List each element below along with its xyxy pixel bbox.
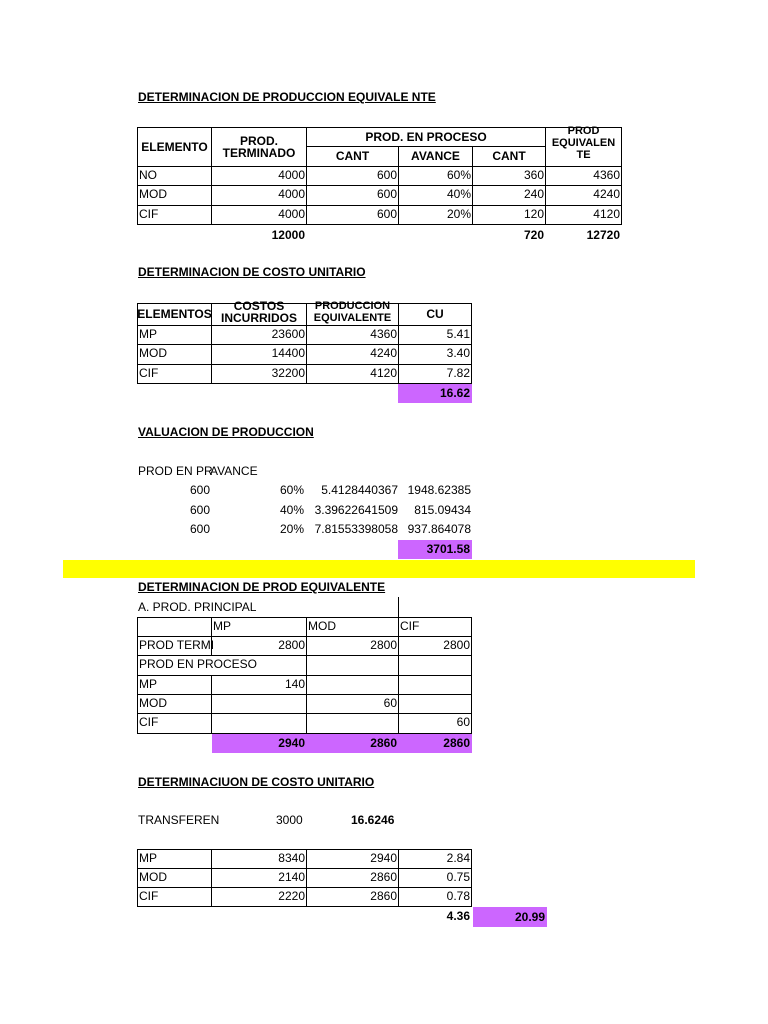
mod-value: 2800	[370, 638, 397, 652]
section4-subtitle: A. PROD. PRINCIPAL	[138, 600, 257, 614]
prod-equiv-value: 4240	[370, 346, 397, 360]
section3-title: VALUACION DE PRODUCCION	[138, 425, 314, 439]
row-label: MOD	[139, 187, 167, 201]
header-avance: AVANCE	[411, 149, 460, 163]
avance-value: 60%	[279, 483, 304, 497]
header-mod: MOD	[308, 619, 336, 633]
total-cu: 16.62	[439, 386, 470, 400]
header-prod-en-proceso: PROD. EN PROCESO	[365, 129, 487, 144]
total-prod-equiv: 12720	[586, 228, 620, 242]
row-label: CIF	[139, 715, 159, 729]
total-cif: 2860	[443, 736, 470, 750]
prod-terminado-value: 4000	[278, 168, 305, 182]
avance-value: 20%	[446, 207, 471, 221]
avance-value: 20%	[279, 522, 304, 536]
cu-value: 7.82	[446, 366, 470, 380]
cu-value: 0.75	[446, 870, 470, 884]
row-label: CIF	[139, 366, 159, 380]
prod-equiv-value: 2860	[370, 870, 397, 884]
cu-value: 7.81553398058	[314, 522, 398, 536]
section4-title: DETERMINACION DE PROD EQUIVALENTE	[138, 580, 386, 594]
yellow-separator-band	[63, 560, 695, 578]
cu-value: 3.39622641509	[314, 503, 398, 517]
valuation-value: 937.864078	[407, 522, 471, 536]
prod-equiv-value: 4120	[370, 366, 397, 380]
prod-equiv-value: 4360	[593, 168, 620, 182]
cant-value: 600	[376, 207, 397, 221]
total-prod-terminado: 12000	[271, 228, 305, 242]
cif-value: 2800	[443, 638, 470, 652]
header-avance: AVANCE	[210, 464, 258, 478]
section1-title: DETERMINACION DE PRODUCCION EQUIVALE NTE	[138, 90, 436, 104]
row-label: MOD	[139, 346, 167, 360]
costos-value: 14400	[271, 346, 305, 360]
header-cant-2: CANT	[492, 149, 526, 163]
cu-value: 5.41	[446, 327, 470, 341]
total-mp: 2940	[278, 736, 305, 750]
costos-value: 2220	[278, 889, 305, 903]
transfer-cu: 16.6246	[351, 813, 395, 827]
valuation-value: 815.09434	[414, 503, 471, 517]
header-cant: CANT	[335, 149, 370, 163]
header-prod-terminado: PROD. TERMINADO	[222, 133, 296, 160]
qty-value: 600	[190, 503, 211, 517]
header-prod-en-proceso-short: PROD EN PR	[138, 464, 213, 478]
cu-value: 0.78	[446, 889, 470, 903]
transfer-label: TRANSFEREN	[138, 813, 220, 827]
row-label: PROD EN PROCESO	[139, 657, 258, 671]
prod-equiv-value: 4360	[370, 327, 397, 341]
header-elemento: ELEMENTO	[141, 139, 208, 154]
row-label: NO	[139, 168, 157, 182]
cu-value: 5.4128440367	[321, 483, 398, 497]
avance-value: 40%	[446, 187, 471, 201]
prod-equiv-value: 2860	[370, 889, 397, 903]
row-label: MOD	[139, 870, 167, 884]
prod-equiv-value: 2940	[370, 851, 397, 865]
cant2-value: 240	[523, 187, 544, 201]
avance-value: 40%	[279, 503, 304, 517]
transfer-qty: 3000	[276, 813, 303, 827]
avance-value: 60%	[446, 168, 471, 182]
header-cu: CU	[426, 307, 444, 321]
cif-value: 60	[456, 715, 470, 729]
row-label: CIF	[139, 207, 159, 221]
prod-terminado-value: 4000	[278, 207, 305, 221]
total-unit-cost: 20.99	[514, 910, 545, 924]
row-label: PROD TERMI	[139, 638, 215, 652]
mp-value: 2800	[278, 638, 305, 652]
header-elementos: ELEMENTOS	[137, 307, 212, 321]
subtotal-cu: 4.36	[446, 909, 470, 923]
cant2-value: 360	[523, 168, 544, 182]
section5-title: DETERMINACIUON DE COSTO UNITARIO	[138, 775, 375, 789]
prod-terminado-value: 4000	[278, 187, 305, 201]
prod-equiv-value: 4120	[593, 207, 620, 221]
row-label: CIF	[139, 889, 159, 903]
cu-value: 3.40	[446, 346, 470, 360]
row-label: MOD	[139, 696, 167, 710]
section2-title: DETERMINACION DE COSTO UNITARIO	[138, 265, 366, 279]
total-mod: 2860	[370, 736, 397, 750]
total-cant2: 720	[523, 228, 544, 242]
costos-value: 2140	[278, 870, 305, 884]
total-valuation: 3701.58	[426, 542, 470, 556]
qty-value: 600	[190, 483, 211, 497]
header-produccion-equivalente: PRODUCCION EQUIVALENTE	[313, 300, 392, 324]
cant-value: 600	[376, 187, 397, 201]
cu-value: 2.84	[446, 851, 470, 865]
costos-value: 23600	[271, 327, 305, 341]
costos-value: 8340	[278, 851, 305, 865]
row-label: MP	[139, 327, 157, 341]
mp-value: 140	[284, 677, 305, 691]
row-label: MP	[139, 851, 157, 865]
cant-value: 600	[376, 168, 397, 182]
qty-value: 600	[190, 522, 211, 536]
costos-value: 32200	[271, 366, 305, 380]
valuation-value: 1948.62385	[407, 483, 471, 497]
prod-equiv-value: 4240	[593, 187, 620, 201]
row-label: MP	[139, 677, 157, 691]
header-mp: MP	[213, 619, 231, 633]
cant2-value: 120	[523, 207, 544, 221]
header-costos-incurridos: COSTOS INCURRIDOS	[221, 299, 298, 325]
header-cif: CIF	[400, 619, 420, 633]
header-prod-equivalente: PROD EQUIVALEN TE	[551, 125, 616, 161]
mod-value: 60	[383, 696, 397, 710]
